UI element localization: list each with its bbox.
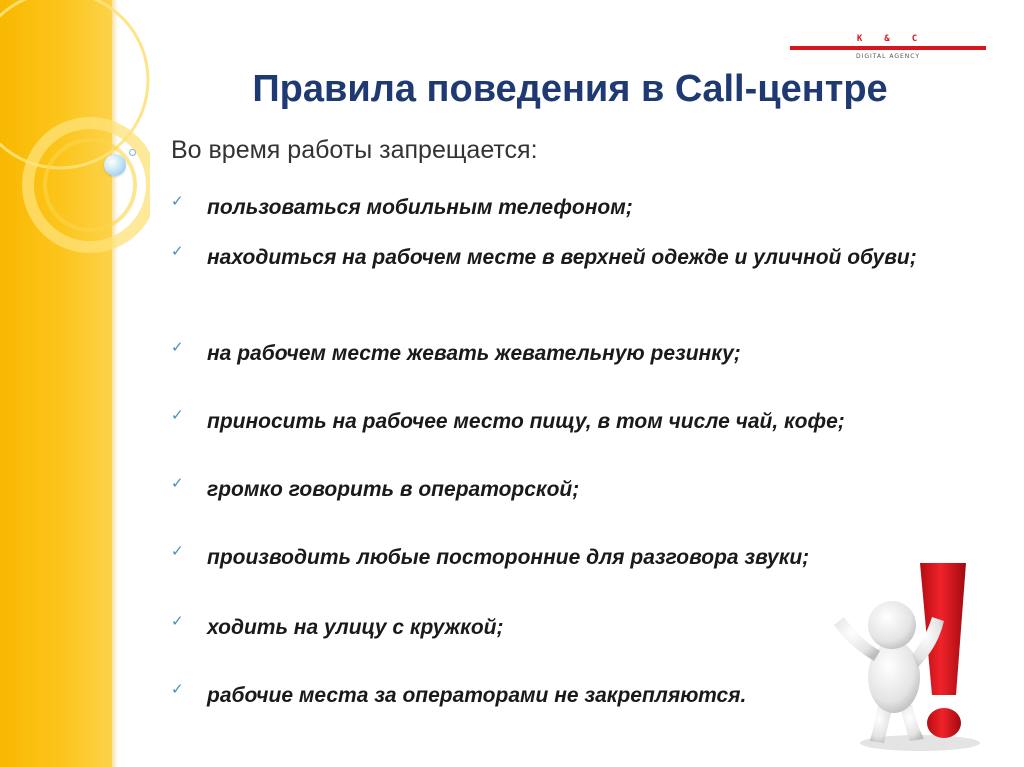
logo-letters: [790, 34, 986, 44]
logo-tagline: DIGITAL AGENCY: [855, 53, 921, 60]
checkmark-icon: ✓: [171, 680, 184, 698]
list-item-text: приносить на рабочее место пищу, в том числе чай, кофе;: [207, 410, 845, 433]
list-item-text: находиться на рабочем месте в верхней одежде и уличной обуви;: [207, 246, 917, 269]
checkmark-icon: ✓: [171, 406, 184, 424]
list-item-text: громко говорить в операторской;: [207, 478, 580, 501]
logo-red-bar: [790, 46, 986, 50]
slide-title: Правила поведения в Call-центре: [252, 68, 888, 110]
checkmark-icon: ✓: [171, 192, 184, 210]
logo-letter-amp: &: [874, 34, 901, 44]
checkmark-icon: ✓: [171, 474, 184, 492]
logo-letter-c: C: [902, 34, 929, 44]
subtitle-bullet-icon: [129, 149, 136, 156]
logo-letter-k: K: [847, 34, 874, 44]
decorative-bubble: [104, 154, 126, 176]
checkmark-icon: ✓: [171, 338, 184, 356]
list-item-text: ходить на улицу с кружкой;: [207, 616, 504, 639]
checkmark-icon: ✓: [171, 242, 184, 260]
decorative-rings: [0, 0, 150, 300]
person-with-exclamation-icon: [820, 555, 990, 755]
list-item-text: производить любые посторонние для разговора звуки;: [207, 546, 810, 569]
list-item-text: на рабочем месте жевать жевательную резинку;: [207, 342, 741, 365]
list-item-text: рабочие места за операторами не закрепляются.: [207, 684, 747, 707]
list-item-text: пользоваться мобильным телефоном;: [207, 196, 633, 219]
slide-subtitle: Во время работы запрещается:: [171, 136, 538, 164]
checkmark-icon: ✓: [171, 612, 184, 630]
company-logo: [790, 34, 986, 64]
checkmark-icon: ✓: [171, 542, 184, 560]
